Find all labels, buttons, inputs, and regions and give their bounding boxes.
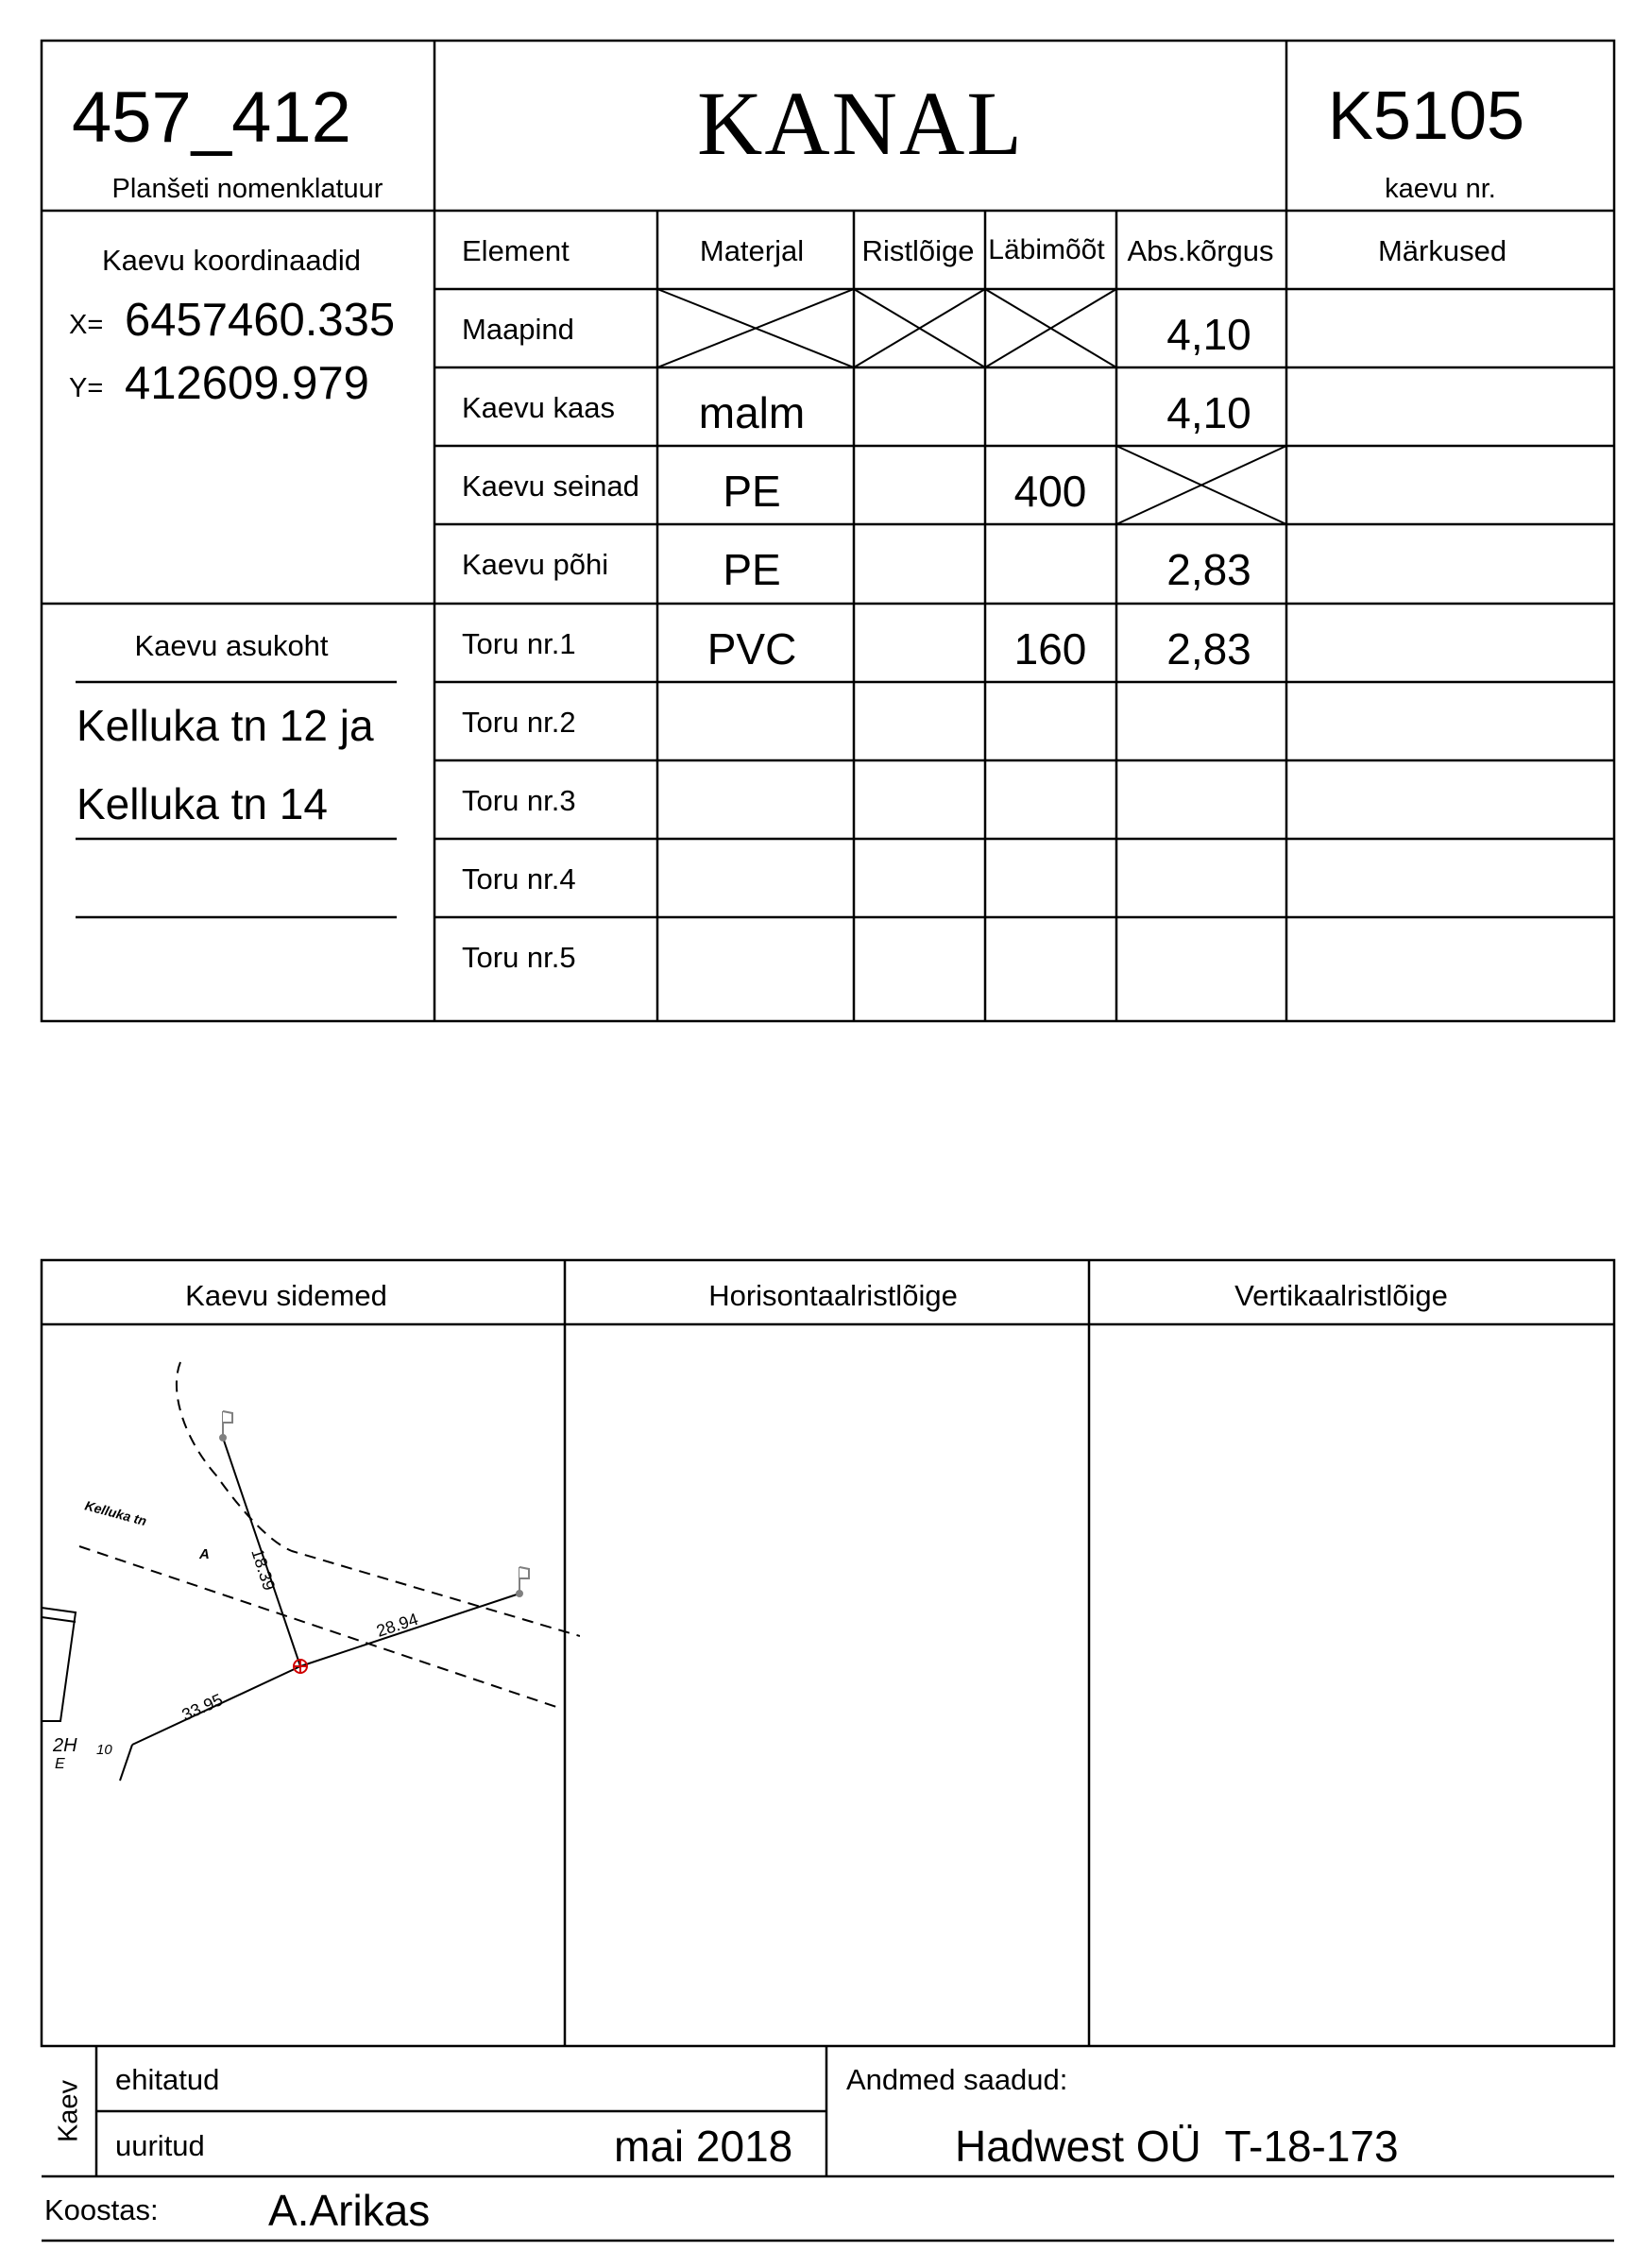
- row-label: Maapind: [462, 313, 574, 346]
- well-sketch-map: [42, 1324, 580, 2046]
- x-value: 6457460.335: [125, 295, 396, 346]
- header-ristloige: Ristlõige: [861, 234, 975, 267]
- diameter-value: 160: [1013, 624, 1087, 674]
- header-abs-korgus: Abs.kõrgus: [1127, 234, 1274, 267]
- source-label: Andmed saadud:: [846, 2063, 1068, 2096]
- kaev-label: Kaev: [53, 2079, 84, 2143]
- surveyed-label: uuritud: [115, 2129, 205, 2162]
- elevation-value: 4,10: [1166, 388, 1251, 437]
- y-value: 412609.979: [125, 358, 369, 409]
- well-number: K5105: [1327, 78, 1525, 154]
- row-label: Kaevu põhi: [462, 548, 609, 581]
- elevation-value: 2,83: [1166, 545, 1251, 594]
- author-value: A.Arikas: [268, 2186, 431, 2235]
- y-label: Y=: [69, 373, 104, 403]
- heading-ties: Kaevu sidemed: [185, 1279, 387, 1312]
- material-value: PE: [723, 467, 781, 516]
- letter-a: A: [199, 1546, 210, 1562]
- surveyed-value: mai 2018: [614, 2122, 793, 2171]
- location-line-1: Kelluka tn 12 ja: [77, 701, 374, 750]
- heading-horizontal-section: Horisontaalristlõige: [708, 1279, 958, 1312]
- header-labimoot: Läbimõõt: [988, 234, 1105, 265]
- header-element: Element: [462, 234, 570, 267]
- row-label: Toru nr.4: [462, 862, 576, 895]
- street-label: Kelluka tn: [83, 1497, 148, 1529]
- flag-icon: [220, 1411, 232, 1441]
- heading-vertical-section: Vertikaalristlõige: [1234, 1279, 1448, 1312]
- building-num: 10: [96, 1742, 112, 1758]
- location-heading: Kaevu asukoht: [134, 629, 329, 662]
- row-label: Kaevu kaas: [462, 391, 615, 424]
- sheet-number: 457_412: [72, 77, 351, 158]
- dimension-3: 33.95: [179, 1690, 226, 1725]
- dimension-2: 28.94: [374, 1609, 421, 1641]
- document-title: KANAL: [697, 73, 1024, 174]
- row-label: Toru nr.1: [462, 627, 576, 660]
- building-sub: E: [55, 1756, 65, 1772]
- building-label: 2H: [53, 1735, 77, 1756]
- header-materjal: Materjal: [699, 234, 805, 267]
- dimension-1: 18.39: [247, 1546, 280, 1594]
- row-label: Toru nr.3: [462, 784, 576, 817]
- row-label: Toru nr.2: [462, 706, 576, 739]
- flag-icon: [517, 1567, 529, 1596]
- sheet-number-label: Planšeti nomenklatuur: [111, 174, 383, 204]
- well-marker-icon: [294, 1660, 307, 1673]
- diameter-value: 400: [1013, 467, 1087, 516]
- row-label: Kaevu seinad: [462, 469, 639, 503]
- header-markused: Märkused: [1377, 234, 1507, 267]
- built-label: ehitatud: [115, 2063, 220, 2096]
- author-label: Koostas:: [44, 2193, 159, 2226]
- elevation-value: 4,10: [1166, 310, 1251, 359]
- x-label: X=: [69, 310, 104, 340]
- elevation-value: 2,83: [1166, 624, 1251, 674]
- material-value: PVC: [706, 624, 797, 674]
- row-label: Toru nr.5: [462, 941, 576, 974]
- location-line-2: Kelluka tn 14: [77, 779, 328, 828]
- material-value: malm: [698, 388, 806, 437]
- source-value: Hadwest OÜ T-18-173: [955, 2122, 1399, 2171]
- well-number-label: kaevu nr.: [1385, 174, 1496, 204]
- material-value: PE: [723, 545, 781, 594]
- coordinates-heading: Kaevu koordinaadid: [101, 244, 362, 277]
